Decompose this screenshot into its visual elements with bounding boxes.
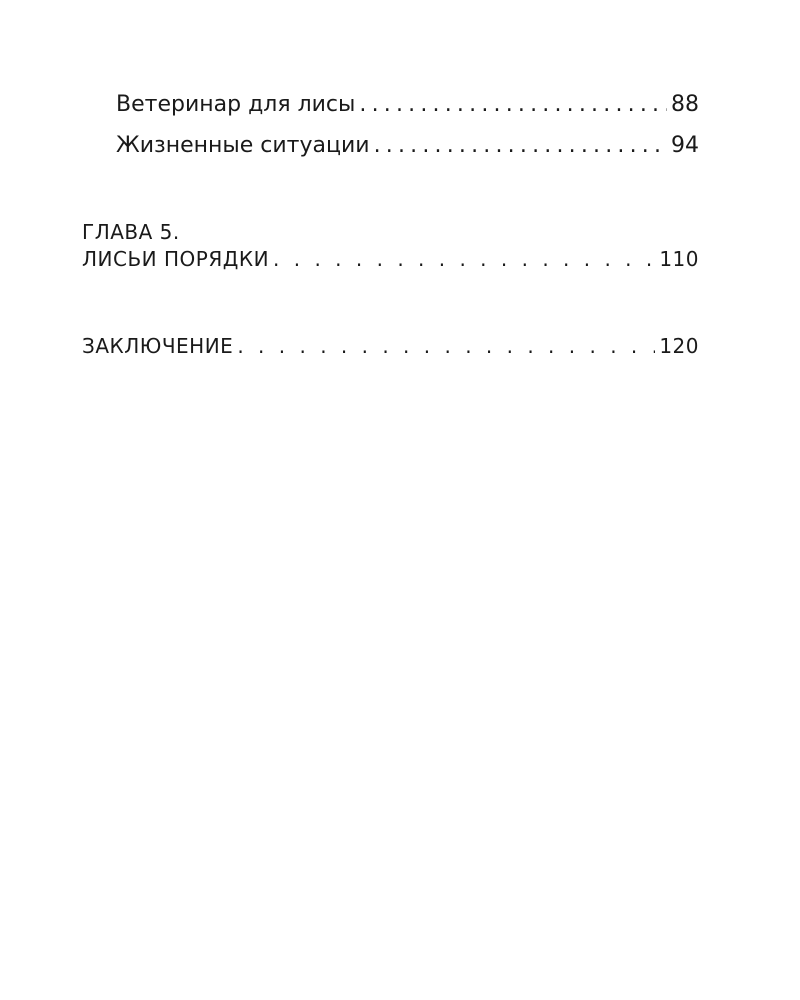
toc-dot-leader bbox=[273, 247, 655, 271]
toc-page-number: 94 bbox=[671, 133, 699, 158]
toc-dot-leader bbox=[359, 92, 667, 117]
toc-entry-chapter-5[interactable] bbox=[82, 247, 699, 271]
toc-entry-life-situations[interactable] bbox=[116, 133, 699, 158]
toc-page-number: 120 bbox=[659, 334, 699, 358]
toc-entry-veterinarian[interactable] bbox=[116, 92, 699, 117]
toc-dot-leader bbox=[237, 334, 655, 358]
toc-entry-label: ЗАКЛЮЧЕНИЕ bbox=[82, 334, 234, 358]
toc-dot-leader bbox=[374, 133, 667, 158]
chapter-5-heading: ГЛАВА 5. bbox=[82, 220, 180, 244]
toc-entry-label: Жизненные ситуации bbox=[116, 133, 370, 158]
toc-page-number: 88 bbox=[671, 92, 699, 117]
toc-entry-label: ЛИСЬИ ПОРЯДКИ bbox=[82, 247, 270, 271]
toc-page-number: 110 bbox=[659, 247, 699, 271]
toc-entry-label: Ветеринар для лисы bbox=[116, 92, 356, 117]
toc-entry-conclusion[interactable] bbox=[82, 334, 699, 358]
